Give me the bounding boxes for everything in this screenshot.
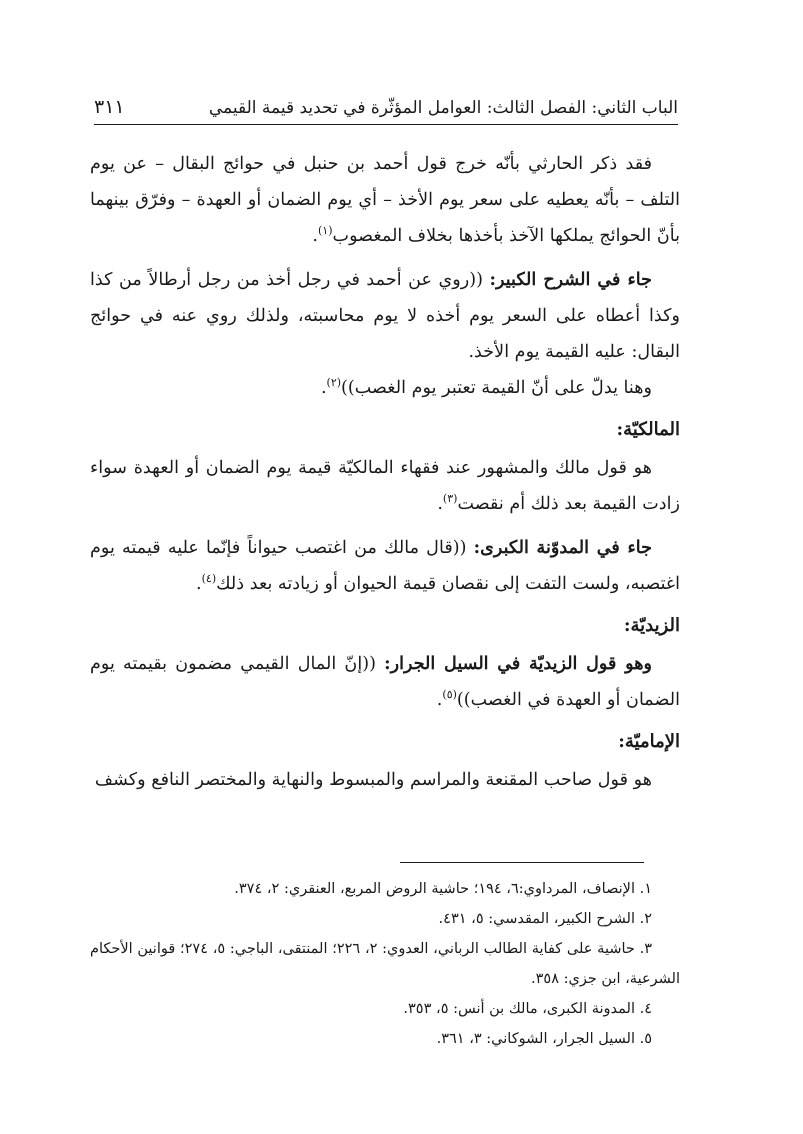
paragraph-4-end: . bbox=[437, 494, 443, 514]
paragraph-1-text: فقد ذكر الحارثي بأنّه خرج قول أحمد بن حنبل في حوائج البقال – عن يوم التلف – بأنّه يعطيه على سعر يوم الأخذ – أي يوم الضمان أو العهدة – وفرّق بينهما بأنّ الحوائج يملكها الآخذ بأخذها بخلاف المغصوب bbox=[90, 154, 680, 246]
paragraph-3 bbox=[90, 370, 680, 406]
paragraph-6-end: . bbox=[436, 690, 443, 710]
heading-maliki: المالكيّة: bbox=[616, 419, 680, 440]
running-header bbox=[94, 88, 678, 118]
paragraph-6-text: ((إنّ المال القيمي مضمون بقيمته يوم الضمان أو العهدة في الغصب)) bbox=[90, 654, 680, 710]
footnote-ref-2[interactable]: (٢) bbox=[326, 376, 342, 390]
footnote-ref-3[interactable]: (٣) bbox=[442, 492, 458, 506]
heading-zaydi: الزيديّة: bbox=[623, 615, 680, 636]
paragraph-4 bbox=[90, 450, 680, 522]
footnotes bbox=[90, 874, 680, 1054]
main-text bbox=[90, 146, 680, 798]
header-rule bbox=[94, 124, 678, 125]
paragraph-6 bbox=[90, 646, 680, 718]
footnote-5: ٥. السيل الجرار، الشوكاني: ٣، ٣٦١. bbox=[436, 1031, 652, 1047]
footnote-1: ١. الإنصاف، المرداوي:٦، ١٩٤؛ حاشية الروض المربع، العنقري: ٢، ٣٧٤. bbox=[234, 881, 652, 897]
footnote-separator bbox=[400, 862, 644, 863]
heading-imami: الإماميّة: bbox=[618, 731, 680, 752]
paragraph-7: هو قول صاحب المقنعة والمراسم والمبسوط والنهاية والمختصر النافع وكشف bbox=[94, 770, 652, 790]
page-number: ٣١١ bbox=[94, 96, 125, 118]
paragraph-5 bbox=[90, 530, 680, 602]
paragraph-5-lead: جاء في المدوّنة الكبرى: bbox=[473, 537, 653, 558]
paragraph-4-text: هو قول مالك والمشهور عند فقهاء المالكيّة قيمة يوم الضمان أو العهدة سواء زادت القيمة بعد ذلك أم نقصت bbox=[90, 458, 680, 514]
paragraph-1 bbox=[90, 146, 680, 254]
paragraph-5-text: ((قال مالك من اغتصب حيواناً فإنّما عليه قيمته يوم اغتصبه، ولست التفت إلى نقصان قيمة الحيوان أو زيادته بعد ذلك bbox=[90, 538, 680, 594]
paragraph-2-lead: جاء في الشرح الكبير: bbox=[489, 269, 652, 290]
footnote-ref-4[interactable]: (٤) bbox=[201, 572, 217, 586]
footnote-ref-5[interactable]: (٥) bbox=[442, 688, 457, 702]
paragraph-6-lead: وهو قول الزيديّة في السيل الجرار: bbox=[384, 653, 652, 674]
paragraph-1-end: . bbox=[312, 226, 318, 246]
footnote-4: ٤. المدونة الكبرى، مالك بن أنس: ٥، ٣٥٣. bbox=[403, 1001, 652, 1017]
paragraph-2 bbox=[90, 262, 680, 370]
paragraph-5-end: . bbox=[196, 574, 202, 594]
footnote-ref-1[interactable]: (١) bbox=[317, 224, 333, 238]
paragraph-2-text: ((روي عن أحمد في رجل أخذ من رجل أرطالاً من كذا وكذا أعطاه على السعر يوم أخذه لا يوم محاسبته، ولذلك روي عنه في حوائج البقال: عليه القيمة يوم الأخذ. bbox=[90, 270, 680, 362]
chapter-title: الباب الثاني: الفصل الثالث: العوامل المؤثّرة في تحديد قيمة القيمي bbox=[208, 98, 678, 118]
footnote-3: ٣. حاشية على كفاية الطالب الرباني، العدوي: ٢، ٢٢٦؛ المنتقى، الباجي: ٥، ٢٧٤؛ قوانين الأحكام الشرعية، ابن جزي: ٣٥٨. bbox=[90, 941, 680, 987]
footnote-2: ٢. الشرح الكبير، المقدسي: ٥، ٤٣١. bbox=[438, 911, 652, 927]
paragraph-3-end: . bbox=[320, 378, 327, 398]
paragraph-3-text: وهنا يدلّ على أنّ القيمة تعتبر يوم الغصب)) bbox=[341, 378, 652, 398]
